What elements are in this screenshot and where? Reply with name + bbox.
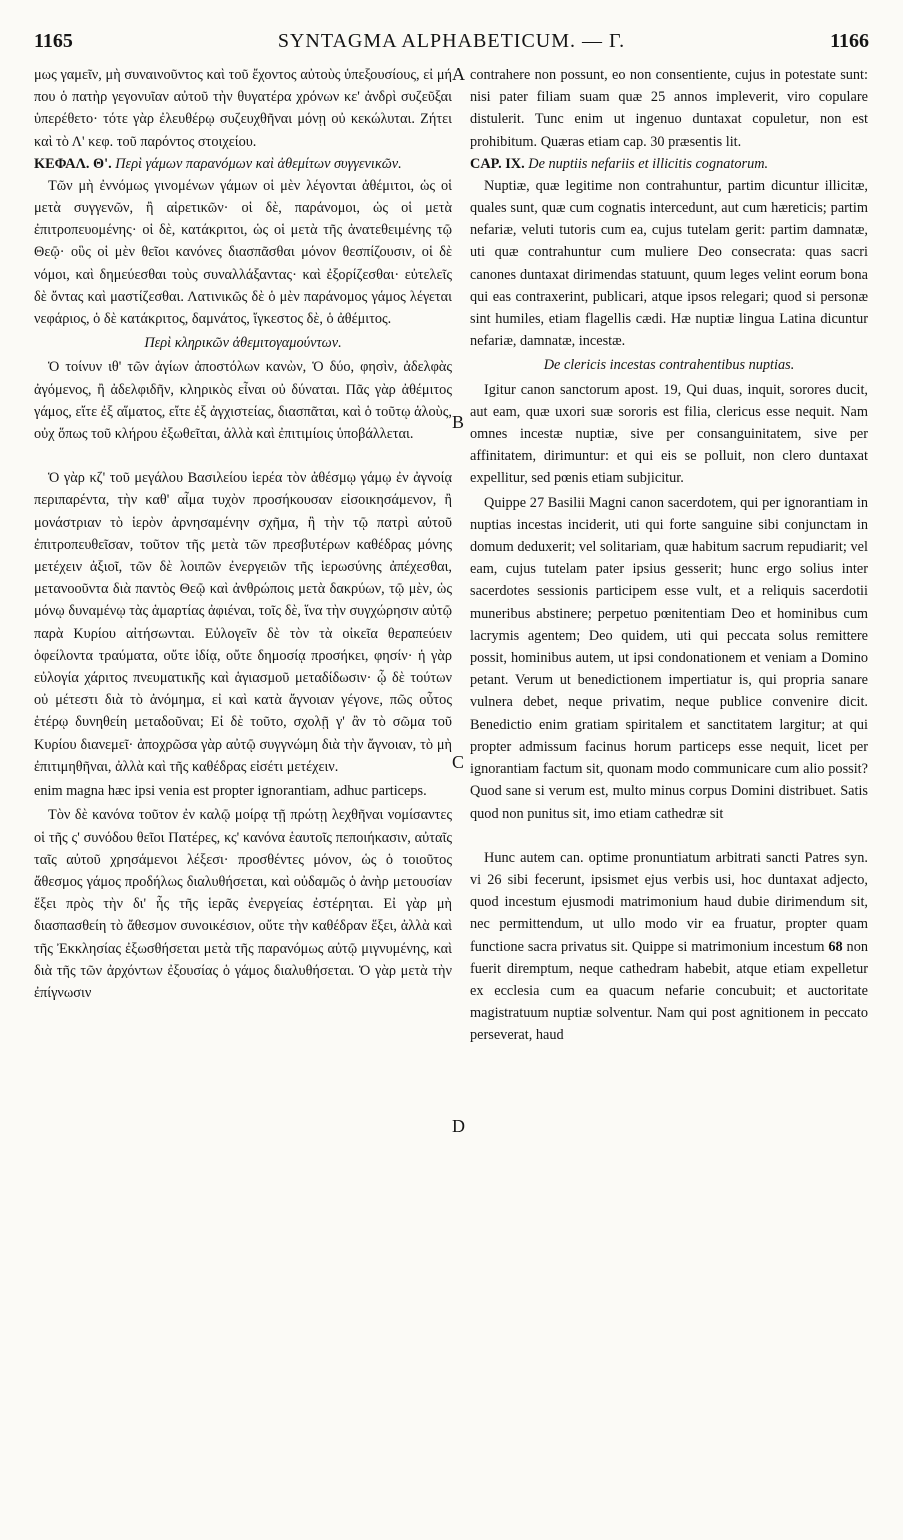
latin-paragraph xyxy=(470,847,868,1047)
running-title: SYNTAGMA ALPHABETICUM. — Γ. xyxy=(277,30,626,52)
latin-paragraph: contrahere non possunt, eo non consentiente, cujus in potestate sunt: nisi pater filiam suam quæ 25 annos impleverit, viro copulare distulerit. Tunc enim ut ingenuo duntaxat copuletur, non est prohibitum. Quæras etiam cap. 30 præsentis lit. xyxy=(470,67,868,150)
latin-chapter-title: De nuptiis nefariis et illicitis cognatorum. xyxy=(528,155,769,172)
margin-marker-b: B xyxy=(452,412,465,432)
latin-subheading: De clericis incestas contrahentibus nuptias. xyxy=(543,357,795,374)
latin-chapter-label: CAP. IX. xyxy=(470,155,525,172)
greek-paragraph: μως γαμεῖν, μὴ συναινοῦντος καὶ τοῦ ἔχοντος αὐτοὺς ὑπεξουσίους, εἰ μή που ὁ πατὴρ γεγονυῖαν αὐτοῦ τὴν θυγατέρα χρόνων κε' ἀνδρὶ συζεῦξαι ὑπερέθετο· τότε γὰρ ἐλευθέρῳ συζευχθῆναι μόνῃ οὐ κεκώλυται. Ζήτει καὶ τὸ Λ' κεφ. τοῦ παρόντος στοιχείου. xyxy=(34,67,452,150)
greek-paragraph: Τῶν μὴ ἐννόμως γινομένων γάμων οἱ μὲν λέγονται ἀθέμιτοι, ὡς οἱ μετὰ συγγενῶν, ἢ αἱρετικῶν· οἱ δὲ, παράνομοι, ὡς οἱ μετὰ ἐπιτροπευομένης· οἱ δὲ, κατάκριτοι, ὡς οἱ μετὰ τῆς ἀνατεθειμένης τῷ Θεῷ· οὓς οἱ μὲν θεῖοι κανόνες διασπᾶσθαι μόνον θεσπίζουσιν, οἱ δὲ νόμοι, καὶ δημεύεσθαι τοὺς συναλλάξαντας· καὶ ἐξορίζεσθαι· εὐτελεῖς δὲ ὄντας καὶ μαστίζεσθαι. Λατινικῶς δὲ ὁ μὲν παράνομος γάμος λέγεται νεφάριος, ὁ δὲ κατάκριτος, δαμνάτος, ἴγκεστος δὲ, ὁ ἀθέμιτος. xyxy=(34,177,452,328)
margin-marker-d: D xyxy=(452,1116,465,1136)
page-number-left: 1165 xyxy=(34,30,73,52)
inline-page-number: 68 xyxy=(828,938,843,955)
greek-subheading: Περὶ κληρικῶν ἀθεμιτογαμούντων. xyxy=(144,335,342,352)
greek-chapter-heading xyxy=(34,155,452,173)
greek-chapter-label: ΚΕΦΑΛ. Θ'. xyxy=(34,155,112,172)
latin-overflow-text: enim magna hæc ipsi venia est propter ignorantiam, adhuc particeps. xyxy=(34,783,427,800)
greek-paragraph: Ὁ γὰρ κζ' τοῦ μεγάλου Βασιλείου ἱερέα τὸν ἀθέσμῳ γάμῳ ἐν ἀγνοίᾳ περιπαρέντα, τὴν καθ' αἷμα τυχὸν προσήκουσαν εἰσοικησάμενον, ἢ μονάστριαν τὸ ἱερὸν ἀρνησαμένην σχῆμα, ἢ τὴν τῷ πατρὶ αὐτοῦ ἐπιτροπευθεῖσαν, τοῦτον τῆς μετὰ τῶν πρεσβυτέρων καθέδρας μόνης μετέχειν ἀξιοῖ, τῶν δὲ λοιπῶν ἐνεργειῶν τῆς ἱερωσύνης ἀπέχεσθαι, μετανοοῦντα διὰ παντὸς Θεῷ καὶ ἀνθρώποις μετὰ δακρύων, τῷ μὲν, ὡς μόνῳ δυναμένῳ τὰς ἁμαρτίας ἀφιέναι, τοῖς δὲ, ἵνα τὴν συγχώρησιν αὐτῷ παρὰ Κυρίου αἰτήσωνται. Εὐλογεῖν δὲ τὸν τὰ οἰκεῖα θεραπεύειν ὀφείλοντα τραύματα, οὔτε ἰδίᾳ, οὔτε δημοσίᾳ προσήκει, φησίν· ἡ γὰρ εὐλογία χάριτος πνευματικῆς καὶ ἁγιασμοῦ μεταδίδωσιν· ᾧ δὲ τούτων οὐ μέτεστι διὰ τὸ ἀνόμημα, εἰ καὶ κατὰ ἄγνοιαν γέγονε, πῶς οὗτος ἑτέρῳ δυνηθείη μεταδοῦναι; Εἰ δὲ τοῦτο, σχολῇ γ' ἂν τὸ σῶμα τοῦ Κυρίου διανεμεῖ· ἀποχρῶσα γὰρ αὐτῷ συγγνώμη διὰ τὴν ἄγνοιαν, τὸ μὴ ἐπιτιμηθῆναι, ἀλλὰ καὶ τῆς καθέδρας εἰσέτι μετέχειν. xyxy=(34,470,452,775)
latin-chapter-heading xyxy=(470,155,868,173)
latin-paragraph: Quippe 27 Basilii Magni canon sacerdotem, qui per ignorantiam in nuptias incestas inciderit, uti qui forte sanguine sibi conjunctam in domum deduxerit; vel solitariam, quæ habitum sacrum repudiarit; vel eam, cujus tutelam pater ipsius gesserit; hunc ergo solius inter sacerdotes sessionis participem esse vult, et a reliquis sacerdotii muneribus abstinere; perpetuo pœnitentiam Deo et hominibus cum lacrymis agentem; Deo quidem, uti qui peccata solus remittere possit, hominibus autem, ut ipsi condonationem et veniam a Domino petant. Verum ut benedictionem impertiatur is, qui propria sanare vulnera debet, neque privatim, neque publice convenire dicit. Benedictio enim gratiam spiritalem et sanctitatem largitur; at qui propter admissum facinus horum particeps esse nequit, licet per ignorantiam factum sit, quonam modo communicare cum alio possit? Quod sane si verum est, multo minus corpus Domini distribuet. Satis quod non punitus sit, imo etiam cathedræ sit xyxy=(470,494,868,822)
greek-paragraph: Τὸν δὲ κανόνα τοῦτον ἐν καλῷ μοίρᾳ τῇ πρώτῃ λεχθῆναι νομίσαντες οἱ τῆς ς' συνόδου θεῖοι Πατέρες, κς' κανόνα ἑαυτοῖς πεποιήκασιν, αὐταῖς ταῖς αὐτοῦ χρησάμενοι λέξεσι· προσθέντες μόνον, ὡς ὁ τοιοῦτος ἄθεσμος γάμος προδήλως διαλυθήσεται, καὶ οὐδαμῶς ὁ ἀνὴρ μετουσίαν ἕξει πρὸς τὴν δι' ἧς τῆς ἱερᾶς ἐνεργείας ἐστέρηται. Εἰ γὰρ μὴ διασπασθείη τὸ ἄθεσμον συνοικέσιον, οὔτε τὴν καθέδραν ἕξει, ἀλλὰ καὶ τῆς Ἐκκλησίας ἐξωσθήσεται μετὰ τῆς παρανόμως αὐτῷ μιγνυμένης, καὶ διὰ τῆς τῶν ἀρχόντων ἐξουσίας ὁ γάμος διαλυθήσεται. Ὁ γὰρ μετὰ τὴν ἐπίγνωσιν xyxy=(34,807,452,1001)
latin-paragraph: Nuptiæ, quæ legitime non contrahuntur, partim dicuntur illicitæ, quales sunt, quæ cum cognatis intercedunt, aut cum hæreticis; partim nefariæ, veluti tutoris cum ea, cujus tutelam gerit: partim damnatæ, uti quæ contrahuntur cum muliere Deo consecrata: quas sacri canones duntaxat dirimendas statuunt, quum leges velint eorum bona qui eas contraxerint, publicari, atque ipsos relegari; quod si personæ sint humiles, etiam flagellis cædi. Hæ nuptiæ lingua Latina dicuntur nefariæ, damnatæ, incestæ. xyxy=(470,177,868,350)
greek-chapter-title: Περὶ γάμων παρανόμων καὶ ἀθεμίτων συγγενικῶν. xyxy=(115,155,402,172)
margin-marker-c: C xyxy=(452,752,465,772)
page-header xyxy=(34,30,869,60)
greek-paragraph: Ὁ τοίνυν ιθ' τῶν ἁγίων ἀποστόλων κανὼν, Ὁ δύο, φησὶν, ἀδελφὰς ἀγόμενος, ἢ ἀδελφιδῆν, κληρικὸς εἶναι οὐ δύναται. Πᾶς γὰρ ἀθέμιτος γάμος, εἴτε ἐξ αἵματος, εἴτε ἐξ ἀγχιστείας, διασπᾶται, καὶ ὁ τοῦτῳ ἁλοὺς, οὐχ ὅπως τοῦ κλήρου ἐξωθεῖται, ἀλλὰ καὶ ἐπιτιμίοις ὑποβάλλεται. xyxy=(34,359,452,443)
latin-paragraph: Igitur canon sanctorum apost. 19, Qui duas, inquit, sorores ducit, aut eam, quæ uxori suæ sororis est filia, clericus esse nequit. Nam omnes incestæ nuptiæ, sive per consanguinitatem, sive per affinitatem, dirimuntur: et qui eis se polluit, non clero duntaxat expellitur, sed pœnis etiam subjicitur. xyxy=(470,381,868,487)
greek-column xyxy=(34,64,452,1006)
latin-text: Hunc autem can. optime pronuntiatum arbitrati sancti Patres syn. vi 26 sibi fecerunt, ipsismet ejus verbis usi, hoc duntaxat adjecto, quod incestum ejusmodi matrimonium haud dubie dirimendum sit, nec permittendum, ut ullo modo vir ea fruatur, propter quam functione sacra privatus sit. Quippe si matrimonium incestum xyxy=(470,849,868,955)
latin-text: non fuerit diremptum, neque cathedram habebit, atque etiam expelletur ex ecclesia cum ea quacum nefarie concubuit; et auctoritate magistratuum nuptiæ solventur. Nam qui post agnitionem in peccato perseverat, haud xyxy=(470,938,868,1044)
margin-marker-a: A xyxy=(452,64,465,84)
page-number-right: 1166 xyxy=(830,30,869,52)
latin-column xyxy=(470,64,868,1049)
